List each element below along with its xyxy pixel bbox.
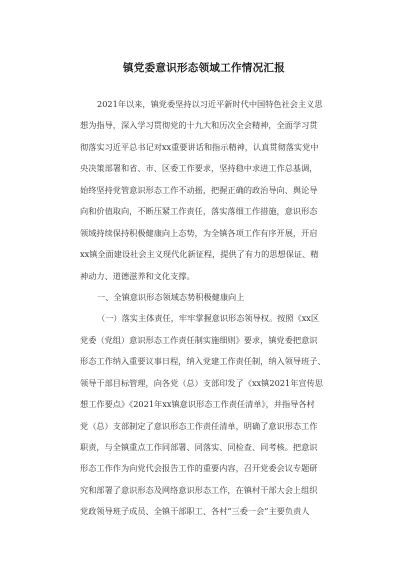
text-line: 向和价值取向，不断压紧工作责任，落实落细工作措施，意识形态: [80, 206, 318, 217]
text-line: xx镇全面建设社会主义现代化新征程，提供了有力的思想保证、精: [80, 249, 319, 260]
text-line: 神动力、道德滋养和文化支撑。: [80, 270, 195, 281]
document-title: 镇党委意识形态领域工作情况汇报: [123, 62, 285, 74]
text-line: 领导干部目标管理，向各党（总）支部印发了《xx镇2021年宣传思: [80, 377, 323, 388]
text-line: 想工作要点》《2021年xx镇意识形态工作责任清单》，并指导各村: [80, 399, 315, 410]
text-line: 2021年以来，镇党委坚持以习近平新时代中国特色社会主义思: [97, 99, 323, 109]
text-line: 党（总）支部制定了意识形态工作责任清单，明确了意识形态工作: [80, 420, 318, 431]
text-line: 党委（党组）意识形态工作责任制实施细则》要求，镇党委把意识: [80, 334, 318, 345]
section-heading: 一、全镇意识形态领域态势积极健康向上: [97, 291, 245, 302]
text-line: 究和部署了意识形态及网络意识形态工作，在镇村干部大会上组织: [80, 484, 318, 495]
text-line: （一）落实主体责任，牢牢掌握意识形态领导权。按照《xx区: [97, 313, 320, 324]
text-line: 形态工作作为向党代会报告工作的重要内容，召开党委会议专题研: [80, 463, 318, 474]
text-line: 始终坚持党管意识形态工作不动摇，把握正确的政治导向、舆论导: [80, 184, 318, 195]
text-line: 彻落实习近平总书记对xx重要讲话和指示精神，认真贯彻落实党中: [80, 141, 319, 152]
text-line: 想为指导，深入学习贯彻党的十九大和历次全会精神，全面学习贯: [80, 120, 318, 131]
text-line: 形态工作纳入重要议事日程，纳入党建工作责任制，纳入领导班子、: [80, 356, 326, 367]
text-line: 职责，与全镇重点工作同部署、同落实、同检查、同考核。把意识: [80, 442, 318, 452]
text-line: 央决策部署和省、市、区委工作要求，坚持稳中求进工作总基调，: [80, 163, 318, 174]
document-body: [80, 94, 338, 523]
text-line: 党政领导班子成员、全镇干部职工、各村“三委一会”主要负责人: [80, 506, 310, 517]
text-line: 领域持续保持积极健康向上态势，为全镇各项工作有序开展，开启: [80, 227, 318, 238]
